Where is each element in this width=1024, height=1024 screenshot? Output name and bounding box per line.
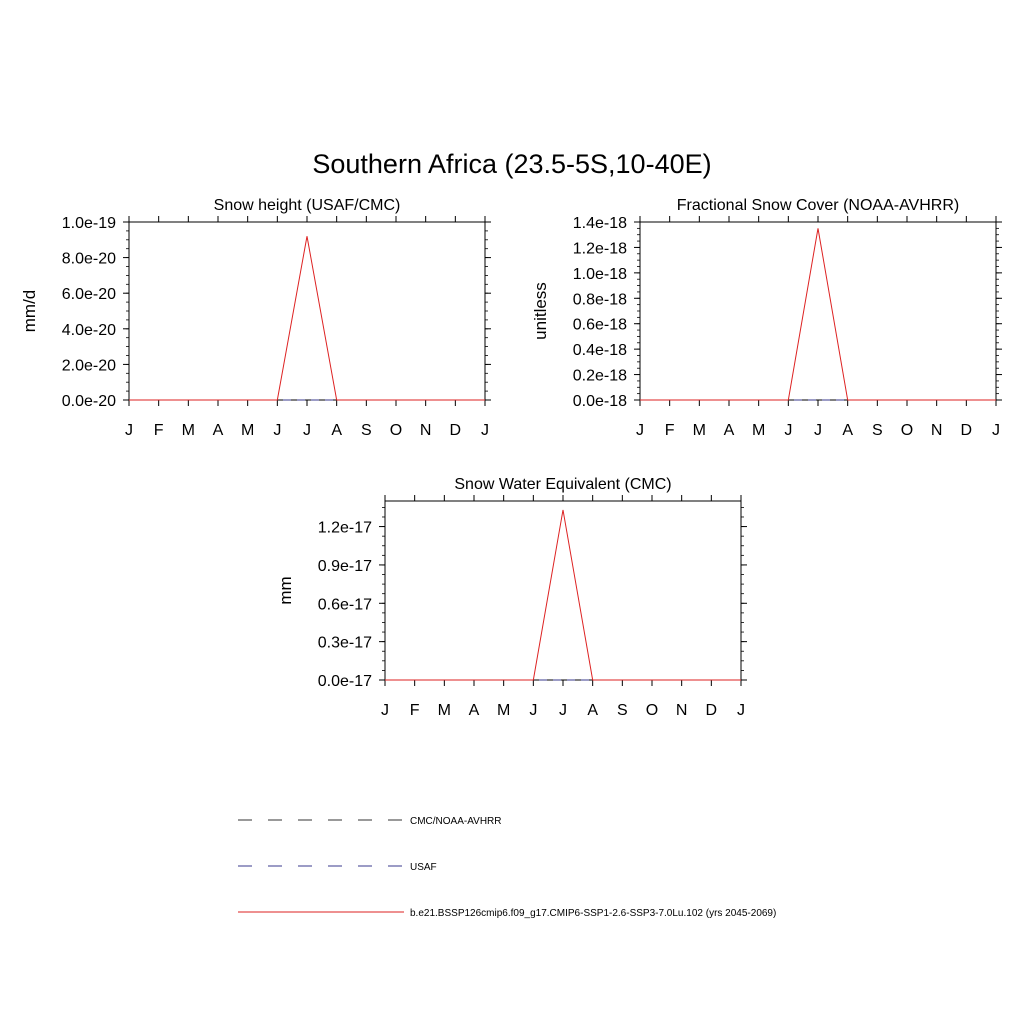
x-tick-label: A (842, 422, 854, 439)
panel-title: Snow Water Equivalent (CMC) (454, 476, 672, 493)
legend-label: b.e21.BSSP126cmip6.f09_g17.CMIP6-SSP1-2.6-SSP3-7.0Lu.102 (yrs 2045-2069) (410, 908, 777, 919)
legend-label: CMC/NOAA-AVHRR (410, 816, 502, 827)
y-tick-label: 4.0e-20 (61, 321, 116, 339)
x-tick-label: N (930, 422, 943, 439)
legend (238, 816, 776, 919)
x-tick-label: J (814, 422, 822, 439)
x-tick-label: J (784, 422, 793, 439)
y-tick-label: 1.0e-18 (572, 265, 627, 283)
x-tick-label: F (664, 422, 675, 439)
chart-panel-3 (276, 476, 747, 719)
y-tick-label: 1.2e-17 (317, 519, 372, 537)
x-tick-label: J (481, 422, 489, 439)
x-tick-label: N (675, 702, 688, 719)
y-tick-label: 0.3e-17 (317, 634, 372, 652)
x-tick-label: J (992, 422, 1000, 439)
x-tick-label: M (181, 422, 195, 439)
x-tick-label: S (871, 422, 883, 439)
y-tick-label: 1.0e-19 (61, 215, 116, 232)
y-tick-label: 0.0e-17 (317, 673, 372, 690)
y-axis-label: mm (276, 576, 295, 605)
series-line-3 (385, 510, 741, 680)
y-axis-label: unitless (531, 282, 550, 340)
chart-panel-2 (531, 197, 1002, 439)
x-tick-label: J (529, 702, 538, 719)
x-tick-label: D (449, 422, 462, 439)
x-tick-label: O (389, 422, 403, 439)
x-tick-label: J (273, 422, 282, 439)
x-tick-label: D (960, 422, 973, 439)
x-tick-label: J (381, 702, 389, 719)
legend-item (238, 862, 437, 873)
y-tick-label: 2.0e-20 (61, 357, 116, 375)
x-tick-label: M (752, 422, 766, 439)
series-line-3 (129, 236, 485, 400)
plot-frame (129, 222, 485, 400)
x-tick-label: O (645, 702, 659, 719)
x-tick-label: J (303, 422, 311, 439)
x-tick-label: N (419, 422, 432, 439)
x-tick-label: D (705, 702, 718, 719)
y-tick-label: 8.0e-20 (61, 250, 116, 268)
y-tick-label: 0.6e-17 (317, 596, 372, 614)
x-tick-label: A (331, 422, 343, 439)
panel-title: Fractional Snow Cover (NOAA-AVHRR) (676, 197, 960, 214)
x-tick-label: S (360, 422, 372, 439)
plot-frame (640, 222, 996, 400)
x-tick-label: O (900, 422, 914, 439)
panel-title: Snow height (USAF/CMC) (213, 197, 401, 214)
y-tick-label: 6.0e-20 (61, 286, 116, 304)
x-tick-label: A (212, 422, 224, 439)
x-tick-label: J (125, 422, 133, 439)
series-line-3 (640, 228, 996, 400)
main-title: Southern Africa (23.5-5S,10-40E) (312, 149, 712, 179)
panels (20, 197, 1002, 719)
x-tick-label: M (241, 422, 255, 439)
y-tick-label: 0.0e-20 (61, 393, 116, 410)
x-tick-label: F (409, 702, 420, 719)
y-axis-label: mm/d (20, 289, 39, 333)
x-tick-label: A (587, 702, 599, 719)
x-tick-label: A (468, 702, 480, 719)
y-tick-label: 0.2e-18 (572, 367, 627, 385)
y-tick-label: 0.8e-18 (572, 291, 627, 309)
x-tick-label: J (636, 422, 644, 439)
x-tick-label: J (559, 702, 567, 719)
x-tick-label: M (692, 422, 706, 439)
chart-panel-1 (20, 197, 491, 439)
x-tick-label: F (153, 422, 164, 439)
plot-frame (385, 501, 741, 680)
y-tick-label: 1.2e-18 (572, 240, 627, 258)
x-tick-label: M (497, 702, 511, 719)
x-tick-label: A (723, 422, 735, 439)
y-tick-label: 0.4e-18 (572, 342, 627, 360)
x-tick-label: M (437, 702, 451, 719)
legend-item (238, 816, 501, 827)
x-tick-label: J (737, 702, 745, 719)
legend-label: USAF (410, 862, 437, 873)
y-tick-label: 1.4e-18 (572, 215, 627, 232)
x-tick-label: S (616, 702, 628, 719)
y-tick-label: 0.9e-17 (317, 557, 372, 575)
legend-item (238, 908, 776, 919)
y-tick-label: 0.6e-18 (572, 316, 627, 334)
y-tick-label: 0.0e-18 (572, 393, 627, 410)
